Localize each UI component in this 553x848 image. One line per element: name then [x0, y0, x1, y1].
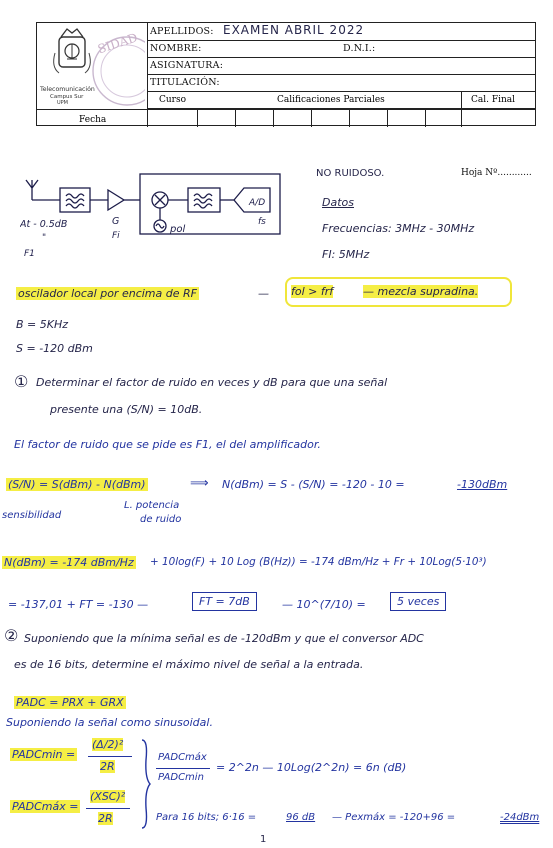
fi-value: FI: 5MHz [322, 248, 370, 261]
pol-ref-note: fol > frf [291, 285, 334, 298]
page-number: 1 [260, 834, 267, 845]
padc-equation: PADC = PRX + GRX [16, 696, 124, 709]
final-equation-pre: = -137,01 + FT = -130 — [8, 598, 149, 611]
f1-label: F1 [24, 249, 35, 259]
bits-96-value: 96 dB [286, 812, 316, 823]
padcmin-fraction-bar [88, 756, 132, 757]
bits-rest: — Pexmáx = -120+96 = [332, 812, 456, 823]
final-equation-mid: — 10^(7/10) = [282, 598, 366, 611]
question-1-statement-line1: Determinar el factor de ruido en veces y dB para que una señal [36, 376, 388, 389]
padcmax-denominator: 2R [98, 812, 113, 825]
ft-result-box: FT = 7dB [192, 592, 257, 611]
padcmin-denominator: 2R [100, 760, 115, 773]
bits-line: Para 16 bits; 6·16 = [156, 812, 257, 823]
fi-label: Fi [112, 231, 120, 241]
asignatura-row [147, 57, 535, 75]
noise-equation: N(dBm) = S - (S/N) = -120 - 10 = [222, 478, 405, 491]
dni-label: D.N.I.: [343, 43, 376, 54]
logo-text-1: Telecomunicación [40, 86, 95, 93]
apellidos-label: APELLIDOS: [150, 26, 214, 37]
oscilador-dash: — [258, 287, 269, 300]
exam-header-form [36, 22, 536, 126]
calificaciones-label: Calificaciones Parciales [277, 95, 385, 105]
fecha-label: Fecha [79, 115, 107, 125]
calfinal-label: Cal. Final [471, 95, 516, 105]
hoja-label: Hoja Nº............ [461, 168, 532, 178]
ratio-fraction-bar [156, 768, 210, 769]
padcmin-numerator: (Δ/2)² [92, 738, 124, 751]
ad-block-label: A/D [249, 198, 266, 208]
no-ruidoso-label: NO RUIDOSO. [316, 168, 385, 179]
titulacion-row [147, 74, 535, 92]
bits-result: -24dBm [500, 812, 540, 823]
fs-label: fs [258, 217, 266, 227]
datos-heading: Datos [322, 196, 354, 209]
question-1-statement-line2: presente una (S/N) = 10dB. [50, 403, 203, 416]
attenuation-label: At - 0.5dB [20, 219, 68, 230]
bandwidth-value: B = 5KHz [16, 318, 69, 331]
logo-text-2: Campus Sur [50, 94, 84, 100]
nombre-label: NOMBRE: [150, 43, 202, 54]
ratio-numerator: PADCmáx [158, 752, 207, 763]
grades-row [37, 109, 535, 127]
ndbm-equation: N(dBm) = -174 dBm/Hz [4, 556, 134, 569]
question-1-number: ① [14, 372, 29, 391]
gain-label: G [112, 216, 120, 227]
supradina-box [285, 277, 512, 307]
veces-result-box: 5 veces [390, 592, 446, 611]
question-1-answer-intro: El factor de ruido que se pide es F1, el del amplificador. [14, 438, 321, 451]
apellidos-value[interactable]: EXAMEN ABRIL 2022 [223, 23, 365, 37]
curso-label: Curso [159, 95, 187, 105]
receiver-block-diagram [20, 160, 310, 260]
potencia-label-1: L. potencia [124, 500, 180, 511]
sensibilidad-label: sensibilidad [2, 510, 62, 521]
noise-result: -130dBm [457, 478, 508, 491]
sensitivity-value: S = -120 dBm [16, 342, 93, 355]
potencia-label-2: de ruido [140, 514, 182, 525]
pol-label: pol [170, 224, 186, 235]
ndbm-equation-rest: + 10log(F) + 10 Log (B(Hz)) = -174 dBm/Hz + Fr + 10Log(5·10³) [150, 556, 487, 568]
university-logo-icon [37, 23, 145, 109]
attenuation-ditto: " [42, 233, 47, 243]
curly-brace [138, 738, 152, 830]
logo-cell [37, 23, 148, 109]
padcmin-label: PADCmin = [12, 748, 76, 761]
sn-equation: (S/N) = S(dBm) - N(dBm) [8, 478, 146, 491]
question-2-statement-line2: es de 16 bits, determine el máximo nivel de señal a la entrada. [14, 658, 364, 671]
padcmax-label: PADCmáx = [12, 800, 79, 813]
oscilador-note: oscilador local por encima de RF [18, 287, 197, 300]
apellidos-row [147, 23, 535, 41]
sinusoidal-note: Suponiendo la señal como sinusoidal. [6, 716, 213, 729]
padcmax-numerator: (XSC)² [90, 790, 126, 803]
padcmax-fraction-bar [86, 808, 130, 809]
seal-text: SIDAD [95, 30, 140, 57]
asignatura-label: ASIGNATURA: [150, 60, 224, 71]
frecuencias-value: Frecuencias: 3MHz - 30MHz [322, 222, 475, 235]
question-2-statement-line1: Suponiendo que la mínima señal es de -120dBm y que el conversor ADC [24, 632, 424, 645]
ratio-equation: = 2^2n — 10Log(2^2n) = 6n (dB) [216, 761, 407, 774]
nombre-row [147, 40, 535, 58]
question-2-number: ② [4, 626, 19, 645]
logo-text-3: UPM [57, 100, 68, 106]
ratio-denominator: PADCmin [158, 772, 204, 783]
mezcla-note: — mezcla supradina. [363, 285, 479, 298]
titulacion-label: TITULACIÓN: [150, 77, 220, 88]
implies-arrow: ⟹ [190, 476, 209, 491]
